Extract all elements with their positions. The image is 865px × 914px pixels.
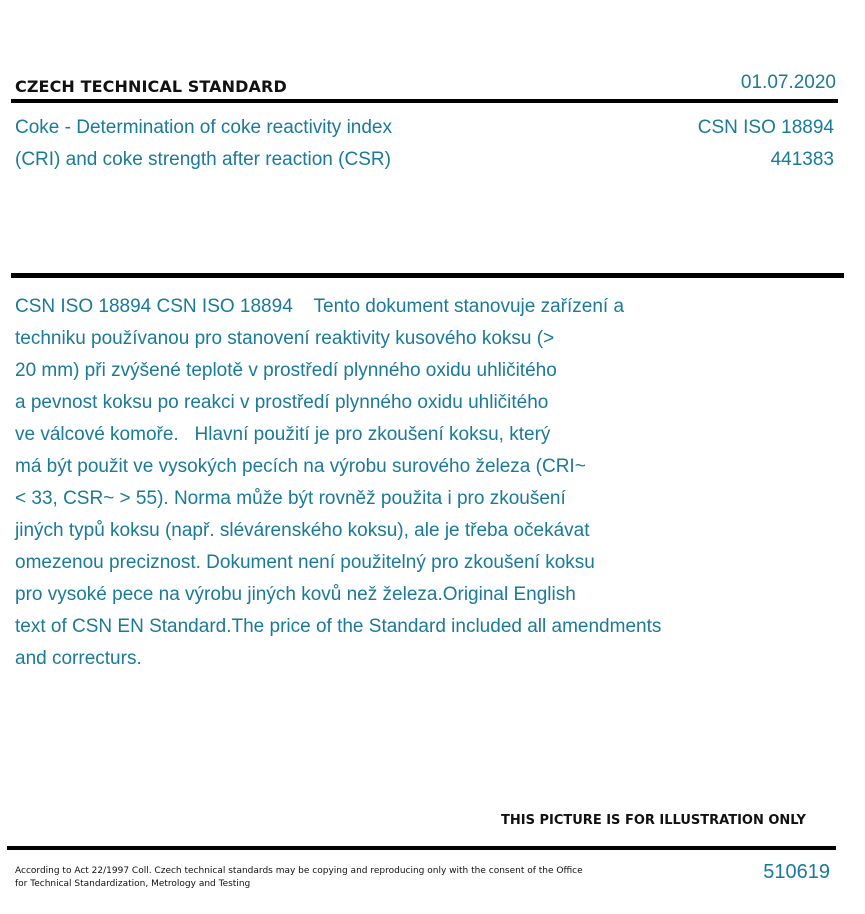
publication-date: 01.07.2020 [740, 72, 836, 93]
description-line: a pevnost koksu po reakci v prostředí plynného oxidu uhličitého [15, 392, 549, 413]
standard-title-line-1: Coke - Determination of coke reactivity index [15, 117, 392, 138]
section-divider [11, 273, 844, 278]
description-line: techniku používanou pro stanovení reaktivity kusového koksu (> [15, 328, 555, 349]
description-line: jiných typů koksu (např. slévárenského koksu), ale je třeba očekávat [15, 520, 590, 541]
description-line: ve válcové komoře. Hlavní použití je pro zkoušení koksu, který [15, 424, 551, 445]
catalog-number: 510619 [763, 861, 830, 883]
header-divider [11, 99, 838, 103]
standard-description [15, 291, 795, 675]
standard-title-line-2: (CRI) and coke strength after reaction (CSR) [15, 149, 391, 170]
classification-code: 441383 [770, 149, 834, 170]
description-line: text of CSN EN Standard.The price of the Standard included all amendments [15, 616, 662, 637]
description-line: CSN ISO 18894 CSN ISO 18894 Tento dokument stanovuje zařízení a [15, 296, 625, 317]
description-line: 20 mm) při zvýšené teplotě v prostředí plynného oxidu uhličitého [15, 360, 557, 381]
description-line: < 33, CSR~ > 55). Norma může být rovněž použita i pro zkoušení [15, 488, 566, 509]
standard-code: CSN ISO 18894 [697, 117, 834, 138]
description-line: pro vysoké pece na výrobu jiných kovů než železa.Original English [15, 584, 576, 605]
description-line: and correcturs. [15, 648, 142, 669]
legal-notice [15, 865, 615, 891]
document-type-heading: CZECH TECHNICAL STANDARD [15, 77, 287, 96]
description-line: omezenou preciznost. Dokument není použitelný pro zkoušení koksu [15, 552, 595, 573]
description-line: má být použit ve vysokých pecích na výrobu surového železa (CRI~ [15, 456, 586, 477]
footer-divider [7, 846, 836, 850]
illustration-notice: THIS PICTURE IS FOR ILLUSTRATION ONLY [501, 813, 806, 828]
legal-notice-line-2: for Technical Standardization, Metrology and Testing [15, 879, 251, 889]
legal-notice-line-1: According to Act 22/1997 Coll. Czech technical standards may be copying and reproducing only with the consent of the Office [15, 866, 583, 876]
